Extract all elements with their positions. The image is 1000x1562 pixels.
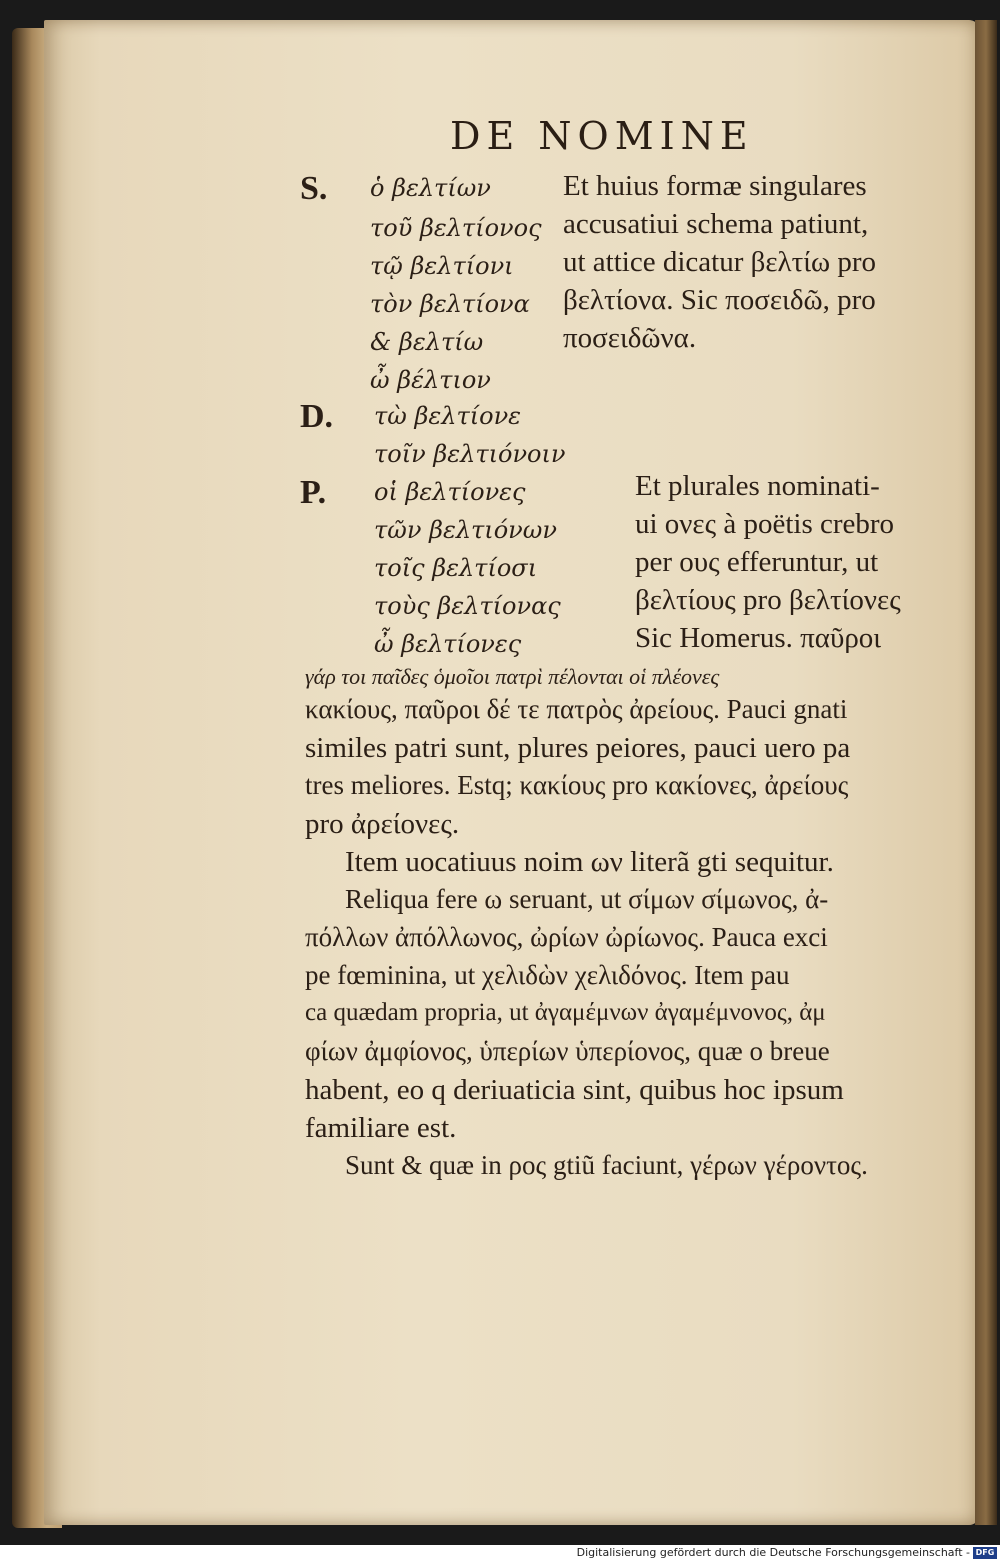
body-line: πόλλων ἀπόλλωνος, ὠρίων ὠρίωνος. Pauca exci bbox=[305, 922, 828, 952]
dfg-logo: DFG bbox=[973, 1547, 997, 1559]
plural-form: τοὺς βελτίονας bbox=[374, 592, 561, 620]
note-plural-line: Sic Homerus. παῦροι bbox=[635, 622, 882, 654]
body-line: γάρ τοι παῖδες ὁμοῖοι πατρὶ πέλονται οἱ πλέονες bbox=[305, 664, 720, 689]
body-line: similes patri sunt, plures peiores, pauci uero pa bbox=[305, 732, 851, 764]
body-line: φίων ἀμφίονος, ὑπερίων ὑπερίονος, quæ o breue bbox=[305, 1036, 830, 1066]
note-singular-line: βελτίονα. Sic ποσειδῶ, pro bbox=[563, 284, 876, 316]
plural-form: ὦ βελτίονες bbox=[374, 630, 522, 658]
note-singular-line: ut attice dicatur βελτίω pro bbox=[563, 246, 877, 278]
body-line: familiare est. bbox=[305, 1112, 457, 1144]
note-singular-line: Et huius formæ singulares bbox=[563, 170, 867, 202]
running-header: DE NOMINE bbox=[450, 114, 754, 158]
body-line: Reliqua fere ω seruant, ut σίμων σίμωνος, ἀ- bbox=[345, 884, 829, 914]
case-label-dual: D. bbox=[300, 398, 334, 435]
body-line: κακίους, παῦροι δέ τε πατρὸς ἀρείους. Pauci gnati bbox=[305, 694, 848, 724]
funding-notice: Digitalisierung gefördert durch die Deutsche Forschungsgemeinschaft - bbox=[576, 1546, 970, 1559]
case-label-plural: P. bbox=[300, 474, 327, 511]
singular-form: τοῦ βελτίονος bbox=[370, 214, 542, 242]
plural-form: τῶν βελτιόνων bbox=[374, 516, 557, 544]
note-plural-line: per ους efferuntur, ut bbox=[635, 546, 879, 578]
body-line: ca quædam propria, ut ἀγαμέμνων ἀγαμέμνονος, ἀμ bbox=[305, 999, 826, 1026]
dual-form: τοῖν βελτιόνοιν bbox=[374, 440, 566, 468]
note-plural-line: βελτίους pro βελτίονες bbox=[635, 584, 901, 616]
note-plural-line: Et plurales nominati- bbox=[635, 470, 880, 502]
body-line: habent, eo q deriuaticia sint, quibus hoc ipsum bbox=[305, 1074, 844, 1106]
singular-form: ὁ βελτίων bbox=[370, 174, 491, 202]
singular-form: τὸν βελτίονα bbox=[370, 290, 530, 318]
singular-form: ὦ βέλτιον bbox=[370, 366, 491, 394]
plural-form: οἱ βελτίονες bbox=[374, 478, 526, 506]
note-singular-line: accusatiui schema patiunt, bbox=[563, 208, 869, 240]
body-line: pe fœminina, ut χελιδὼν χελιδόνος. Item pau bbox=[305, 960, 790, 990]
body-line: Item uocatiuus noim ων literã gti sequitur. bbox=[345, 846, 834, 878]
note-plural-line: ui ονες à poëtis crebro bbox=[635, 508, 895, 540]
singular-form: & βελτίω bbox=[370, 328, 484, 356]
plural-form: τοῖς βελτίοσι bbox=[374, 554, 538, 582]
singular-form: τῷ βελτίονι bbox=[370, 252, 514, 280]
body-line: tres meliores. Estq; κακίους pro κακίονες, ἀρείους bbox=[305, 770, 849, 800]
dual-form: τὼ βελτίονε bbox=[374, 402, 522, 430]
note-singular-line: ποσειδῶνα. bbox=[563, 322, 697, 354]
body-line: Sunt & quæ in ρος gtiũ faciunt, γέρων γέροντος. bbox=[345, 1150, 868, 1180]
body-line: pro ἀρείονες. bbox=[305, 808, 460, 840]
case-label-singular: S. bbox=[300, 170, 328, 207]
page-right-edge bbox=[975, 20, 997, 1525]
